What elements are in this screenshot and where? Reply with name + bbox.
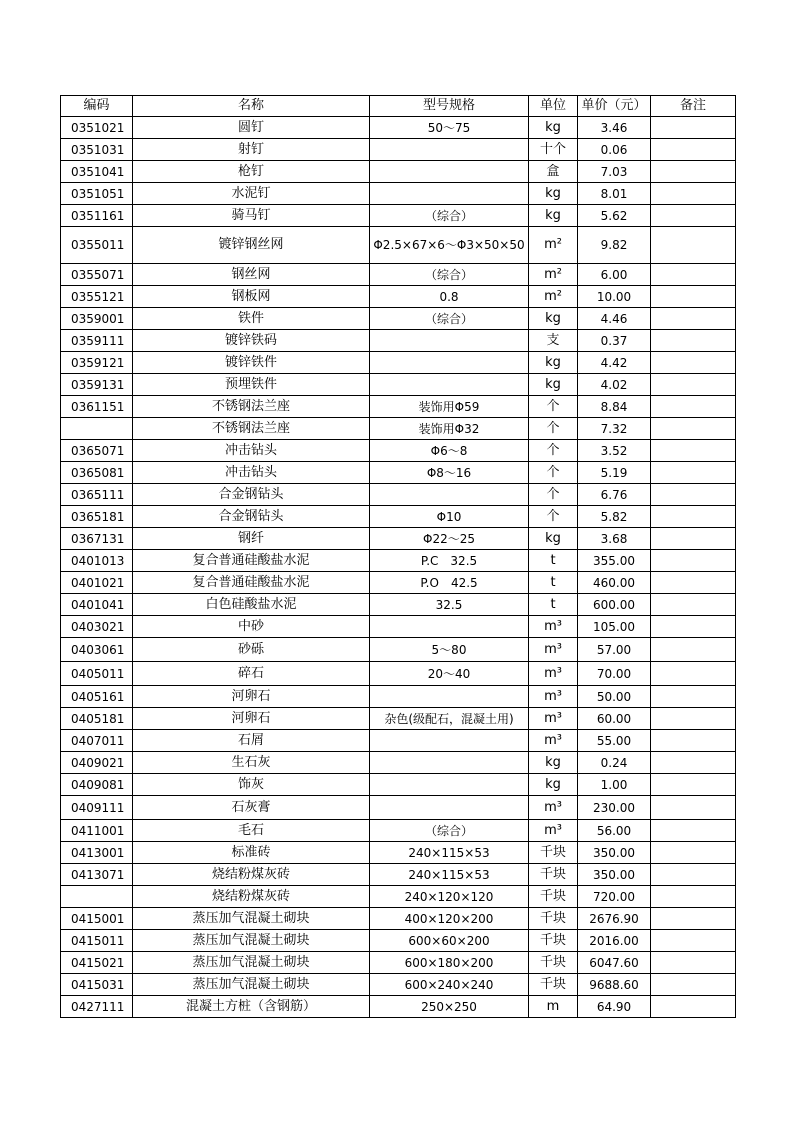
cell-spec: Φ2.5×67×6～Φ3×50×50 (370, 227, 529, 264)
cell-unit: t (529, 594, 578, 616)
cell-unit: m³ (529, 820, 578, 842)
cell-name: 烧结粉煤灰砖 (133, 864, 370, 886)
cell-unit: t (529, 550, 578, 572)
cell-spec (370, 616, 529, 638)
cell-unit: 千块 (529, 864, 578, 886)
cell-price: 6.76 (578, 484, 651, 506)
cell-code: 0365081 (61, 462, 133, 484)
header-price: 单价（元） (578, 96, 651, 117)
table-row (61, 974, 736, 996)
cell-code (61, 886, 133, 908)
table-row (61, 139, 736, 161)
cell-unit: m³ (529, 730, 578, 752)
table-row (61, 708, 736, 730)
table-row (61, 374, 736, 396)
cell-price: 4.46 (578, 308, 651, 330)
cell-price: 7.03 (578, 161, 651, 183)
cell-name: 中砂 (133, 616, 370, 638)
cell-note (651, 286, 736, 308)
cell-price: 8.84 (578, 396, 651, 418)
cell-price: 350.00 (578, 842, 651, 864)
cell-note (651, 183, 736, 205)
cell-price: 350.00 (578, 864, 651, 886)
cell-price: 5.19 (578, 462, 651, 484)
table-row (61, 930, 736, 952)
cell-name: 不锈钢法兰座 (133, 396, 370, 418)
cell-code: 0405011 (61, 662, 133, 686)
cell-code: 0401021 (61, 572, 133, 594)
cell-note (651, 264, 736, 286)
cell-spec: 400×120×200 (370, 908, 529, 930)
cell-code: 0351161 (61, 205, 133, 227)
cell-code: 0365181 (61, 506, 133, 528)
cell-name: 镀锌铁码 (133, 330, 370, 352)
cell-spec: （综合） (370, 820, 529, 842)
cell-name: 镀锌铁件 (133, 352, 370, 374)
cell-name: 合金钢钻头 (133, 484, 370, 506)
cell-unit: m³ (529, 796, 578, 820)
cell-spec: P.O 42.5 (370, 572, 529, 594)
cell-unit: m³ (529, 616, 578, 638)
cell-name: 镀锌钢丝网 (133, 227, 370, 264)
cell-price: 230.00 (578, 796, 651, 820)
cell-code (61, 418, 133, 440)
cell-note (651, 730, 736, 752)
cell-name: 骑马钉 (133, 205, 370, 227)
cell-code: 0403021 (61, 616, 133, 638)
cell-spec (370, 730, 529, 752)
table-row (61, 686, 736, 708)
cell-name: 圆钉 (133, 117, 370, 139)
cell-name: 饰灰 (133, 774, 370, 796)
cell-note (651, 886, 736, 908)
cell-name: 不锈钢法兰座 (133, 418, 370, 440)
cell-spec: 装饰用Φ32 (370, 418, 529, 440)
cell-unit: 盒 (529, 161, 578, 183)
table-row (61, 528, 736, 550)
header-code: 编码 (61, 96, 133, 117)
cell-spec: Φ22～25 (370, 528, 529, 550)
cell-price: 9.82 (578, 227, 651, 264)
cell-spec (370, 352, 529, 374)
table-row (61, 886, 736, 908)
table-row (61, 908, 736, 930)
table-row (61, 864, 736, 886)
cell-spec: 240×115×53 (370, 842, 529, 864)
cell-unit: 千块 (529, 930, 578, 952)
table-row (61, 330, 736, 352)
cell-code: 0355121 (61, 286, 133, 308)
cell-code: 0359121 (61, 352, 133, 374)
header-unit: 单位 (529, 96, 578, 117)
cell-spec (370, 374, 529, 396)
table-row (61, 418, 736, 440)
cell-price: 3.52 (578, 440, 651, 462)
cell-name: 混凝土方桩（含钢筋） (133, 996, 370, 1018)
cell-price: 2676.90 (578, 908, 651, 930)
cell-note (651, 396, 736, 418)
cell-code: 0367131 (61, 528, 133, 550)
cell-name: 钢板网 (133, 286, 370, 308)
cell-price: 720.00 (578, 886, 651, 908)
cell-name: 蒸压加气混凝土砌块 (133, 952, 370, 974)
cell-note (651, 227, 736, 264)
cell-name: 蒸压加气混凝土砌块 (133, 930, 370, 952)
cell-note (651, 161, 736, 183)
cell-unit: m³ (529, 686, 578, 708)
cell-unit: kg (529, 774, 578, 796)
cell-code: 0415021 (61, 952, 133, 974)
cell-name: 毛石 (133, 820, 370, 842)
table-row (61, 952, 736, 974)
cell-unit: kg (529, 528, 578, 550)
cell-note (651, 308, 736, 330)
cell-name: 河卵石 (133, 708, 370, 730)
table-row (61, 572, 736, 594)
cell-price: 6.00 (578, 264, 651, 286)
cell-note (651, 752, 736, 774)
cell-price: 5.62 (578, 205, 651, 227)
table-row (61, 638, 736, 662)
material-price-table (60, 95, 736, 1018)
cell-name: 钢纤 (133, 528, 370, 550)
cell-price: 105.00 (578, 616, 651, 638)
cell-code: 0351031 (61, 139, 133, 161)
cell-note (651, 974, 736, 996)
table-row (61, 462, 736, 484)
cell-price: 50.00 (578, 686, 651, 708)
table-row (61, 662, 736, 686)
cell-note (651, 594, 736, 616)
cell-spec: P.C 32.5 (370, 550, 529, 572)
cell-spec: Φ8～16 (370, 462, 529, 484)
cell-note (651, 506, 736, 528)
cell-spec (370, 484, 529, 506)
cell-unit: kg (529, 752, 578, 774)
cell-code: 0359131 (61, 374, 133, 396)
cell-note (651, 484, 736, 506)
cell-note (651, 550, 736, 572)
cell-spec: 32.5 (370, 594, 529, 616)
cell-code: 0365071 (61, 440, 133, 462)
cell-note (651, 930, 736, 952)
cell-name: 枪钉 (133, 161, 370, 183)
table-row (61, 550, 736, 572)
cell-note (651, 117, 736, 139)
cell-code: 0411001 (61, 820, 133, 842)
cell-name: 生石灰 (133, 752, 370, 774)
table-row (61, 205, 736, 227)
header-spec: 型号规格 (370, 96, 529, 117)
cell-price: 355.00 (578, 550, 651, 572)
cell-spec: 240×120×120 (370, 886, 529, 908)
cell-code: 0355071 (61, 264, 133, 286)
cell-spec (370, 796, 529, 820)
cell-note (651, 908, 736, 930)
cell-spec: 20～40 (370, 662, 529, 686)
cell-name: 蒸压加气混凝土砌块 (133, 974, 370, 996)
table-row (61, 820, 736, 842)
cell-price: 5.82 (578, 506, 651, 528)
cell-price: 57.00 (578, 638, 651, 662)
cell-unit: kg (529, 205, 578, 227)
cell-unit: 十个 (529, 139, 578, 161)
cell-unit: 千块 (529, 908, 578, 930)
cell-note (651, 796, 736, 820)
cell-spec (370, 686, 529, 708)
table-row (61, 117, 736, 139)
cell-name: 标准砖 (133, 842, 370, 864)
cell-unit: kg (529, 352, 578, 374)
cell-spec: 0.8 (370, 286, 529, 308)
cell-price: 1.00 (578, 774, 651, 796)
cell-code: 0351021 (61, 117, 133, 139)
table-row (61, 227, 736, 264)
cell-note (651, 820, 736, 842)
cell-unit: 个 (529, 418, 578, 440)
cell-unit: m³ (529, 638, 578, 662)
cell-code: 0413071 (61, 864, 133, 886)
table-row (61, 161, 736, 183)
cell-note (651, 572, 736, 594)
cell-code: 0359001 (61, 308, 133, 330)
cell-spec: 5～80 (370, 638, 529, 662)
cell-unit: m² (529, 264, 578, 286)
table-row (61, 286, 736, 308)
cell-spec: （综合） (370, 308, 529, 330)
cell-name: 水泥钉 (133, 183, 370, 205)
cell-code: 0409081 (61, 774, 133, 796)
cell-unit: 个 (529, 462, 578, 484)
table-row (61, 396, 736, 418)
cell-code: 0415031 (61, 974, 133, 996)
cell-note (651, 774, 736, 796)
cell-price: 4.42 (578, 352, 651, 374)
cell-price: 600.00 (578, 594, 651, 616)
cell-name: 石灰膏 (133, 796, 370, 820)
table-row (61, 616, 736, 638)
table-row (61, 506, 736, 528)
table-row (61, 352, 736, 374)
header-name: 名称 (133, 96, 370, 117)
cell-code: 0351051 (61, 183, 133, 205)
cell-price: 3.46 (578, 117, 651, 139)
cell-code: 0427111 (61, 996, 133, 1018)
table-row (61, 183, 736, 205)
table-row (61, 264, 736, 286)
table-row (61, 730, 736, 752)
cell-code: 0355011 (61, 227, 133, 264)
cell-price: 55.00 (578, 730, 651, 752)
cell-price: 7.32 (578, 418, 651, 440)
cell-unit: 个 (529, 440, 578, 462)
cell-name: 烧结粉煤灰砖 (133, 886, 370, 908)
header-note: 备注 (651, 96, 736, 117)
cell-unit: 个 (529, 484, 578, 506)
cell-note (651, 616, 736, 638)
cell-note (651, 708, 736, 730)
cell-name: 碎石 (133, 662, 370, 686)
table-row (61, 484, 736, 506)
cell-note (651, 374, 736, 396)
cell-spec: （综合） (370, 205, 529, 227)
cell-spec: Φ10 (370, 506, 529, 528)
cell-code: 0405181 (61, 708, 133, 730)
table-row (61, 594, 736, 616)
cell-note (651, 440, 736, 462)
cell-unit: 千块 (529, 842, 578, 864)
table-row (61, 440, 736, 462)
cell-unit: m² (529, 227, 578, 264)
table-row (61, 796, 736, 820)
cell-unit: 千块 (529, 886, 578, 908)
cell-spec: 250×250 (370, 996, 529, 1018)
cell-price: 70.00 (578, 662, 651, 686)
cell-unit: 个 (529, 396, 578, 418)
cell-unit: kg (529, 117, 578, 139)
cell-name: 白色硅酸盐水泥 (133, 594, 370, 616)
cell-note (651, 205, 736, 227)
table-row (61, 774, 736, 796)
cell-price: 0.06 (578, 139, 651, 161)
cell-unit: m³ (529, 708, 578, 730)
cell-name: 砂砾 (133, 638, 370, 662)
cell-unit: m² (529, 286, 578, 308)
cell-note (651, 330, 736, 352)
cell-unit: kg (529, 183, 578, 205)
cell-spec: 50～75 (370, 117, 529, 139)
cell-price: 6047.60 (578, 952, 651, 974)
cell-unit: m (529, 996, 578, 1018)
cell-name: 复合普通硅酸盐水泥 (133, 572, 370, 594)
cell-spec (370, 330, 529, 352)
cell-note (651, 352, 736, 374)
cell-name: 冲击钻头 (133, 440, 370, 462)
cell-unit: kg (529, 308, 578, 330)
cell-note (651, 638, 736, 662)
cell-spec: （综合） (370, 264, 529, 286)
cell-price: 10.00 (578, 286, 651, 308)
cell-name: 射钉 (133, 139, 370, 161)
cell-note (651, 528, 736, 550)
cell-code: 0407011 (61, 730, 133, 752)
cell-price: 460.00 (578, 572, 651, 594)
cell-name: 河卵石 (133, 686, 370, 708)
cell-spec: 600×60×200 (370, 930, 529, 952)
cell-price: 0.24 (578, 752, 651, 774)
cell-name: 冲击钻头 (133, 462, 370, 484)
cell-code: 0351041 (61, 161, 133, 183)
cell-spec: 杂色(级配石，混凝土用) (370, 708, 529, 730)
table-row (61, 996, 736, 1018)
cell-name: 合金钢钻头 (133, 506, 370, 528)
cell-name: 铁件 (133, 308, 370, 330)
cell-code: 0415011 (61, 930, 133, 952)
cell-unit: 支 (529, 330, 578, 352)
cell-code: 0413001 (61, 842, 133, 864)
cell-code: 0409111 (61, 796, 133, 820)
cell-code: 0405161 (61, 686, 133, 708)
cell-price: 64.90 (578, 996, 651, 1018)
cell-unit: 个 (529, 506, 578, 528)
cell-note (651, 864, 736, 886)
cell-code: 0401013 (61, 550, 133, 572)
cell-spec: 装饰用Φ59 (370, 396, 529, 418)
cell-spec: 600×240×240 (370, 974, 529, 996)
cell-note (651, 462, 736, 484)
table-row (61, 752, 736, 774)
cell-code: 0365111 (61, 484, 133, 506)
cell-spec (370, 139, 529, 161)
cell-spec (370, 774, 529, 796)
cell-spec (370, 161, 529, 183)
cell-spec (370, 183, 529, 205)
cell-code: 0359111 (61, 330, 133, 352)
cell-note (651, 662, 736, 686)
cell-price: 56.00 (578, 820, 651, 842)
cell-note (651, 418, 736, 440)
cell-note (651, 842, 736, 864)
cell-unit: kg (529, 374, 578, 396)
cell-price: 3.68 (578, 528, 651, 550)
cell-code: 0361151 (61, 396, 133, 418)
cell-name: 石屑 (133, 730, 370, 752)
cell-name: 复合普通硅酸盐水泥 (133, 550, 370, 572)
table-body (61, 117, 736, 1018)
cell-spec (370, 752, 529, 774)
cell-code: 0401041 (61, 594, 133, 616)
cell-spec: Φ6～8 (370, 440, 529, 462)
cell-unit: m³ (529, 662, 578, 686)
cell-unit: 千块 (529, 952, 578, 974)
cell-price: 4.02 (578, 374, 651, 396)
table-row (61, 842, 736, 864)
cell-price: 0.37 (578, 330, 651, 352)
cell-price: 2016.00 (578, 930, 651, 952)
header-row (61, 96, 736, 117)
cell-unit: 千块 (529, 974, 578, 996)
cell-unit: t (529, 572, 578, 594)
cell-name: 钢丝网 (133, 264, 370, 286)
cell-name: 蒸压加气混凝土砌块 (133, 908, 370, 930)
cell-spec: 240×115×53 (370, 864, 529, 886)
cell-name: 预埋铁件 (133, 374, 370, 396)
cell-code: 0409021 (61, 752, 133, 774)
cell-note (651, 686, 736, 708)
cell-code: 0403061 (61, 638, 133, 662)
cell-note (651, 996, 736, 1018)
cell-price: 60.00 (578, 708, 651, 730)
cell-note (651, 952, 736, 974)
cell-price: 9688.60 (578, 974, 651, 996)
cell-note (651, 139, 736, 161)
table-row (61, 308, 736, 330)
cell-spec: 600×180×200 (370, 952, 529, 974)
cell-code: 0415001 (61, 908, 133, 930)
cell-price: 8.01 (578, 183, 651, 205)
